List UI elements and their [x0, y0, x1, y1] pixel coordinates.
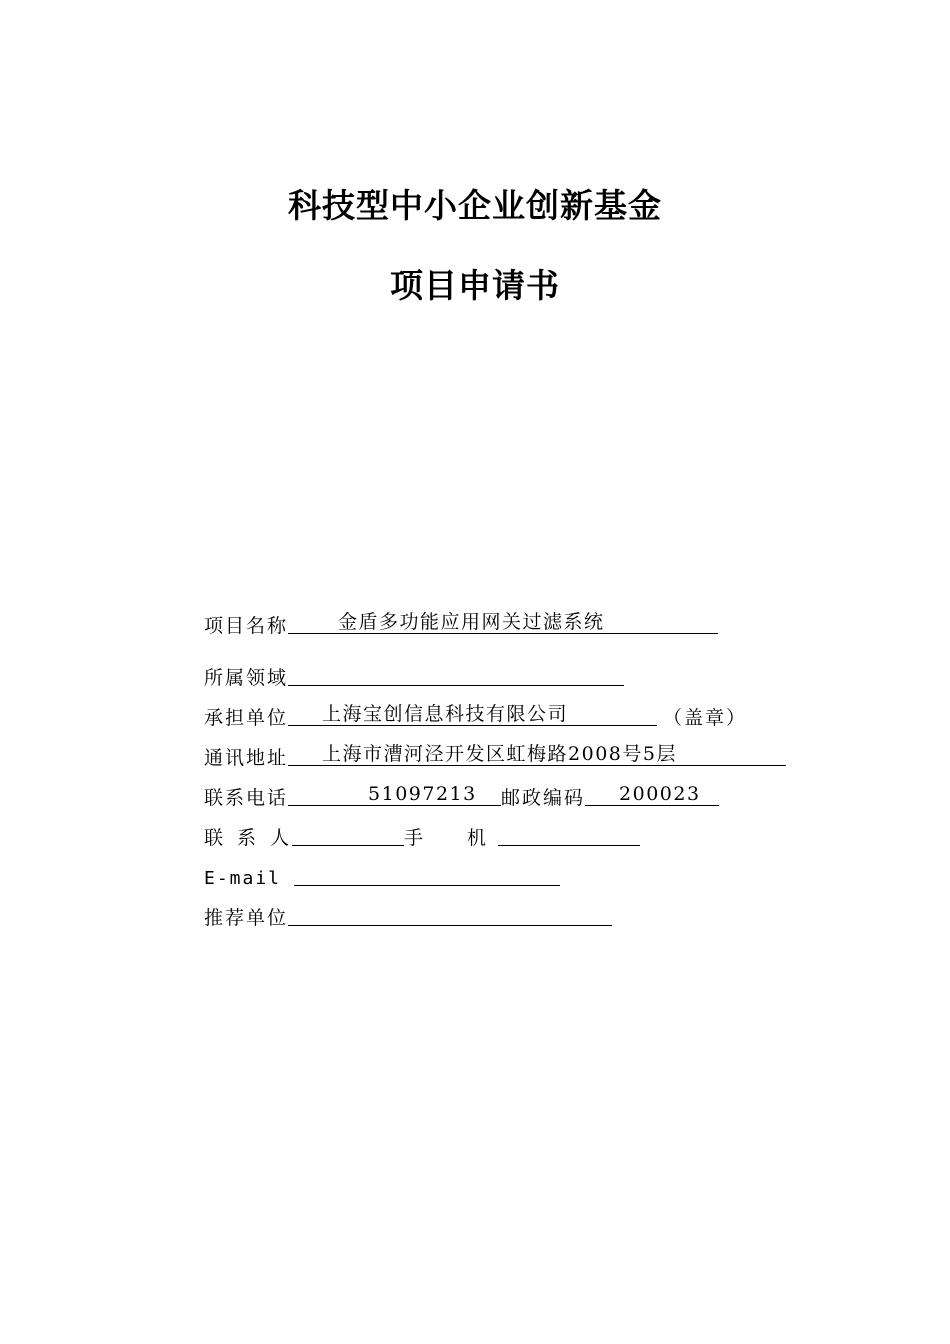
email-label: E-mail [204, 868, 282, 889]
email-field[interactable] [294, 862, 560, 886]
field-field[interactable] [288, 662, 624, 686]
unit-field[interactable] [288, 702, 657, 726]
phone-field[interactable] [288, 782, 501, 806]
contact-label: 联 系 人 [204, 827, 294, 849]
project-name-label: 项目名称 [204, 615, 289, 637]
unit-label: 承担单位 [204, 707, 289, 729]
project-name-row [204, 608, 718, 638]
field-label: 所属领域 [204, 667, 289, 689]
recommender-label: 推荐单位 [204, 907, 289, 929]
project-name-value: 金盾多功能应用网关过滤系统 [338, 611, 605, 633]
seal-note: （盖章） [663, 707, 748, 729]
mobile-label: 手 机 [404, 827, 489, 849]
document-subtitle: 项目申请书 [390, 266, 560, 305]
phone-value: 51097213 [368, 783, 477, 805]
address-field[interactable] [288, 742, 786, 766]
project-name-field[interactable] [288, 610, 718, 634]
address-row [204, 740, 786, 770]
unit-row [204, 700, 747, 730]
document-title: 科技型中小企业创新基金 [288, 186, 662, 225]
email-row [204, 860, 560, 890]
field-row [204, 660, 624, 690]
contact-field[interactable] [292, 822, 404, 846]
postcode-label: 邮政编码 [501, 787, 586, 809]
address-label: 通讯地址 [204, 747, 289, 769]
address-value: 上海市漕河泾开发区虹梅路2008号5层 [322, 743, 677, 765]
phone-row [204, 780, 719, 810]
mobile-field[interactable] [498, 822, 640, 846]
recommender-field[interactable] [288, 902, 612, 926]
postcode-value: 200023 [619, 783, 701, 805]
phone-label: 联系电话 [204, 787, 289, 809]
recommender-row [204, 900, 612, 930]
contact-row [204, 820, 640, 850]
unit-value: 上海宝创信息科技有限公司 [322, 703, 569, 725]
postcode-field[interactable] [585, 782, 719, 806]
